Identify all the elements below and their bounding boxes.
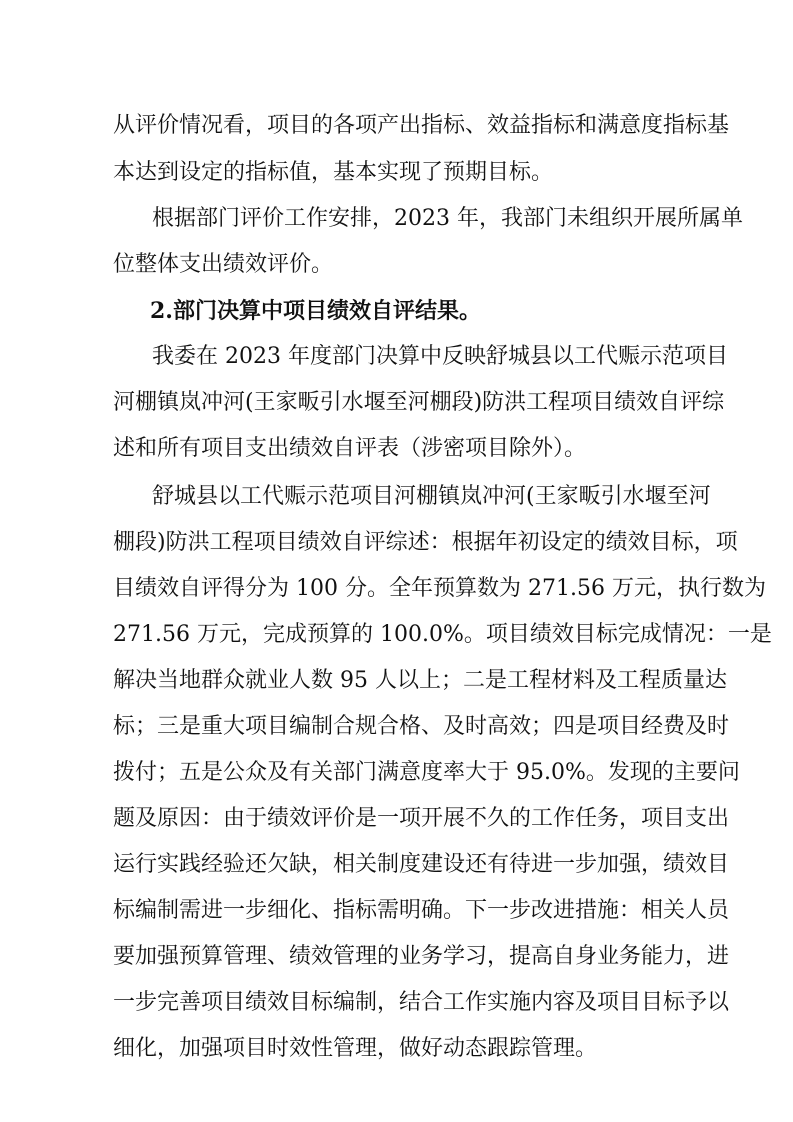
paragraph-3-line-1 xyxy=(0,334,793,380)
text-line: 棚段)防洪工程项目绩效自评综述：根据年初设定的绩效目标，项 xyxy=(113,530,738,555)
text-line: 拨付；五是公众及有关部门满意度率大于 95.0%。发现的主要问 xyxy=(113,760,740,785)
text-line: 标编制需进一步细化、指标需明确。下一步改进措施：相关人员 xyxy=(113,898,730,923)
section-heading-text: 2.部门决算中项目绩效自评结果。 xyxy=(150,298,481,324)
paragraph-3-line-3 xyxy=(0,426,793,472)
paragraph-4-line-1 xyxy=(0,474,793,520)
paragraph-4-line-7 xyxy=(0,750,793,796)
paragraph-4-line-9 xyxy=(0,842,793,888)
text-line: 本达到设定的指标值，基本实现了预期目标。 xyxy=(113,160,554,185)
paragraph-4-line-12 xyxy=(0,980,793,1026)
section-heading xyxy=(0,288,793,334)
paragraph-4-line-4 xyxy=(0,612,793,658)
text-line: 细化，加强项目时效性管理，做好动态跟踪管理。 xyxy=(113,1036,598,1061)
paragraph-4-line-6 xyxy=(0,704,793,750)
text-line: 解决当地群众就业人数 95 人以上；二是工程材料及工程质量达 xyxy=(113,668,727,693)
text-line: 标；三是重大项目编制合规合格、及时高效；四是项目经费及时 xyxy=(113,714,730,739)
text-line: 舒城县以工代赈示范项目河棚镇岚冲河(王家畈引水堰至河 xyxy=(152,484,711,509)
text-line: 河棚镇岚冲河(王家畈引水堰至河棚段)防洪工程项目绩效自评综 xyxy=(113,390,725,415)
paragraph-2-line-1 xyxy=(0,196,793,242)
text-line: 一步完善项目绩效目标编制，结合工作实施内容及项目目标予以 xyxy=(113,990,730,1015)
text-line: 271.56 万元，完成预算的 100.0%。项目绩效目标完成情况：一是 xyxy=(113,622,772,647)
paragraph-4-line-8 xyxy=(0,796,793,842)
text-line: 题及原因：由于绩效评价是一项开展不久的工作任务，项目支出 xyxy=(113,806,730,831)
paragraph-4-line-13 xyxy=(0,1026,793,1072)
text-line: 从评价情况看，项目的各项产出指标、效益指标和满意度指标基 xyxy=(113,113,730,138)
paragraph-3-line-2 xyxy=(0,380,793,426)
text-line: 要加强预算管理、绩效管理的业务学习，提高自身业务能力，进 xyxy=(113,944,730,969)
paragraph-4-line-3 xyxy=(0,566,793,612)
text-line: 述和所有项目支出绩效自评表（涉密项目除外）。 xyxy=(113,436,587,461)
paragraph-4-line-10 xyxy=(0,888,793,934)
paragraph-1-line-1 xyxy=(0,103,793,149)
text-line: 我委在 2023 年度部门决算中反映舒城县以工代赈示范项目 xyxy=(152,344,728,369)
paragraph-1-line-2 xyxy=(0,150,793,196)
paragraph-4-line-5 xyxy=(0,658,793,704)
text-line: 位整体支出绩效评价。 xyxy=(113,252,334,277)
paragraph-4-line-2 xyxy=(0,520,793,566)
paragraph-2-line-2 xyxy=(0,242,793,288)
text-line: 运行实践经验还欠缺，相关制度建设还有待进一步加强，绩效目 xyxy=(113,852,730,877)
text-line: 目绩效自评得分为 100 分。全年预算数为 271.56 万元，执行数为 xyxy=(113,576,766,601)
text-line: 根据部门评价工作安排，2023 年，我部门未组织开展所属单 xyxy=(152,206,743,231)
paragraph-4-line-11 xyxy=(0,934,793,980)
